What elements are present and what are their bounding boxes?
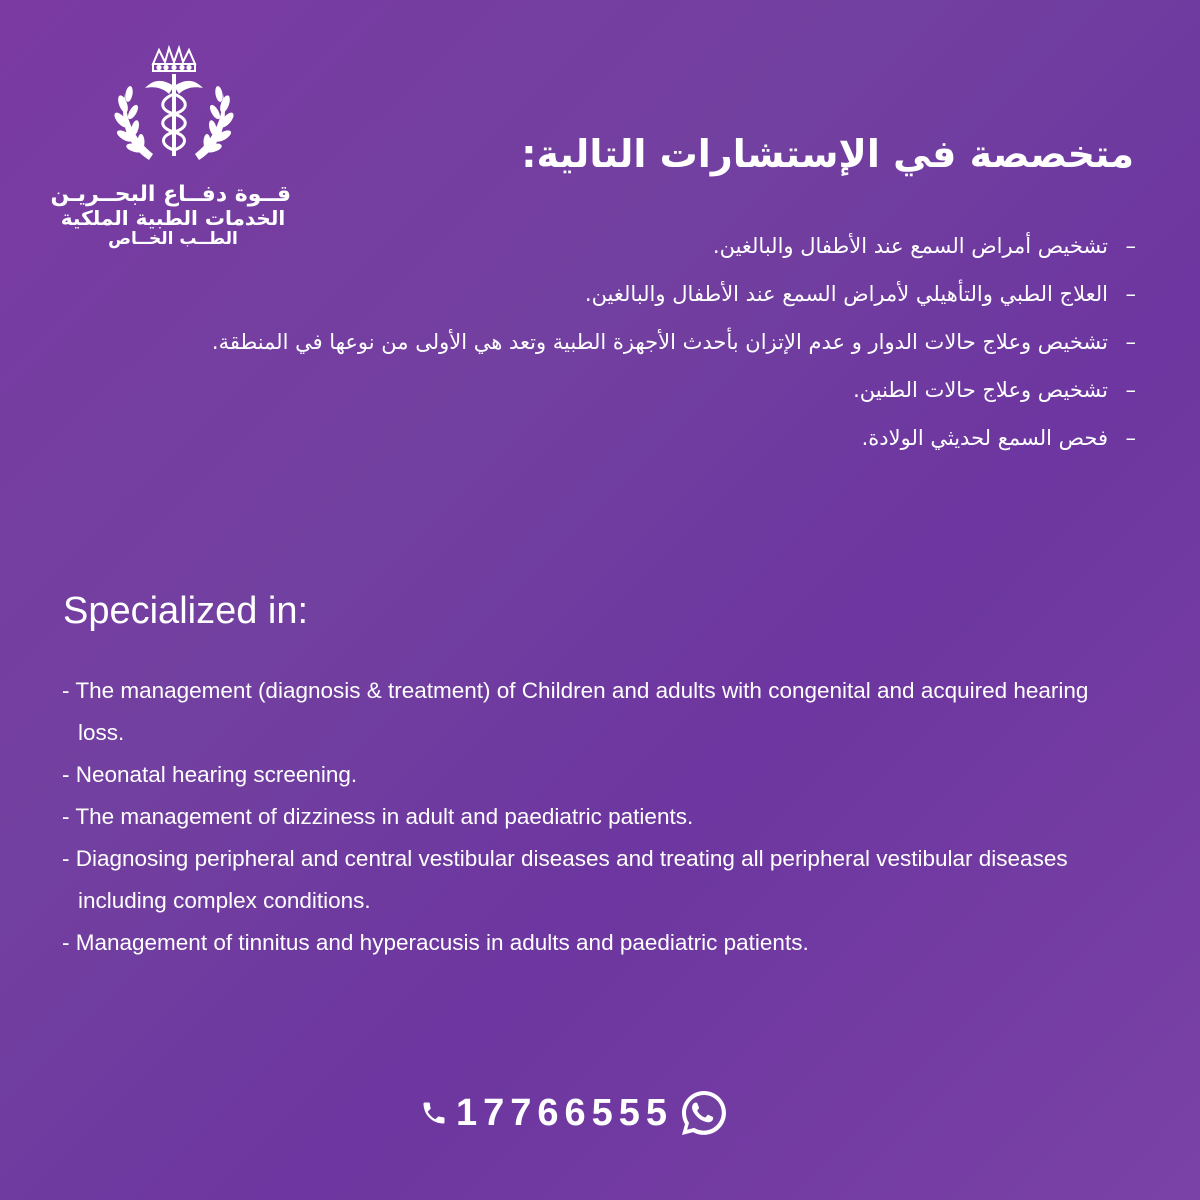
english-heading: Specialized in: (63, 590, 309, 632)
dash-bullet: – (1125, 234, 1136, 258)
arabic-item-text: تشخيص وعلاج حالات الطنين. (853, 378, 1108, 402)
list-item (126, 366, 1136, 414)
caduceus-emblem-icon (109, 42, 239, 164)
phone-icon (420, 1099, 448, 1127)
arabic-item-text: تشخيص وعلاج حالات الدوار و عدم الإتزان بأحدث الأجهزة الطبية وتعد هي الأولى من نوعها في المنطقة. (211, 330, 1108, 354)
list-item (126, 270, 1136, 318)
english-services-list (62, 670, 1122, 964)
arabic-heading: متخصصة في الإستشارات التالية: (521, 132, 1134, 176)
logo-line-bdf: قــوة دفــاع البحــريـن (50, 182, 291, 207)
logo-line-private-medicine: الطــب الخــاص (108, 229, 238, 250)
list-item: - Neonatal hearing screening. (62, 762, 358, 787)
list-item: - Diagnosing peripheral and central vestibular diseases and treating all peripheral vestibular diseases including complex conditions. (62, 846, 1068, 913)
list-item: - The management (diagnosis & treatment) of Children and adults with congenital and acquired hearing loss. (62, 678, 1089, 745)
list-item (126, 318, 1136, 366)
arabic-item-text: العلاج الطبي والتأهيلي لأمراض السمع عند الأطفال والبالغين. (584, 282, 1108, 306)
dash-bullet: – (1125, 378, 1136, 402)
list-item: - The management of dizziness in adult and paediatric patients. (62, 804, 694, 829)
list-item (126, 222, 1136, 270)
arabic-services-list (126, 222, 1136, 462)
dash-bullet: – (1125, 426, 1136, 450)
dash-bullet: – (1125, 282, 1136, 306)
phone-number[interactable]: 17766555 (456, 1091, 674, 1134)
list-item: - Management of tinnitus and hyperacusis in adults and paediatric patients. (62, 930, 809, 955)
arabic-item-text: تشخيص أمراض السمع عند الأطفال والبالغين. (712, 234, 1108, 258)
list-item (126, 414, 1136, 462)
arabic-item-text: فحص السمع لحديثي الولادة. (861, 426, 1108, 450)
logo-line-rms: الخدمات الطبية الملكية (60, 206, 286, 231)
dash-bullet: – (1125, 330, 1136, 354)
whatsapp-icon[interactable] (679, 1088, 729, 1138)
contact-bar (420, 1085, 780, 1141)
